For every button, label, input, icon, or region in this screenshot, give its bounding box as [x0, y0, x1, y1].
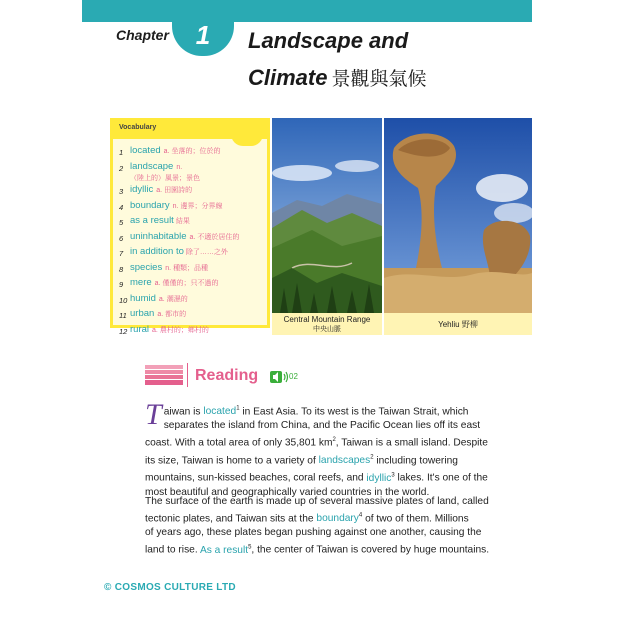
vocab-pos: n. — [176, 163, 183, 171]
photo-caption — [384, 313, 532, 335]
vocab-pos: n. — [165, 264, 172, 272]
vocab-pos: a. — [152, 326, 158, 334]
caption-en: Central Mountain Range — [283, 315, 371, 324]
chapter-title-en: Climate — [248, 65, 328, 90]
text-line: The surface of the earth is made up of several massive plates of land, called — [145, 496, 489, 507]
keyword-text: boundary — [316, 513, 359, 525]
vocab-item — [119, 308, 269, 322]
reading-paragraph-1 — [145, 398, 488, 500]
drop-cap: T — [145, 398, 162, 431]
vocab-item — [119, 231, 269, 245]
reading-stripes-decoration — [145, 365, 183, 385]
vocabulary-heading: Vocabulary — [119, 124, 157, 131]
chapter-title-line-1: Landscape and — [248, 28, 409, 53]
vocab-translation: 不適於居住的 — [197, 233, 240, 241]
vocab-word: rural — [130, 323, 150, 335]
vocab-item — [119, 215, 269, 229]
vocab-item — [119, 262, 269, 276]
chapter-title-line-2 — [248, 64, 427, 91]
vocab-number: 7 — [119, 249, 124, 258]
keyword-text: landscapes — [318, 455, 371, 467]
vocab-translation: 田園詩的 — [164, 187, 193, 194]
vocab-keyword — [319, 455, 374, 466]
copyright-footer: © COSMOS CULTURE LTD — [104, 582, 236, 593]
vocab-keyword — [203, 406, 239, 417]
text-line: of years ago, these plates began pushing against one another, causing the — [145, 527, 482, 539]
footnote-number: 5 — [248, 544, 252, 551]
text-run: its size, Taiwan is home to a variety of — [145, 455, 319, 467]
vocab-translation: （陸上的）風景；景色 — [130, 174, 200, 182]
vocab-item — [119, 324, 269, 338]
vocab-item — [119, 161, 269, 183]
vocab-number: 12 — [119, 326, 128, 336]
text-run: mountains, sun-kissed beaches, coral reefs, and — [145, 472, 367, 484]
chapter-number: 1 — [195, 20, 211, 50]
vocab-pos: a. — [158, 295, 165, 303]
vocab-translation: 坐落的；位於的 — [171, 148, 221, 155]
text-run: land to rise. — [145, 544, 200, 556]
vocab-word: uninhabitable — [130, 230, 187, 242]
vocab-item — [119, 277, 269, 291]
text-run: tectonic plates, and Taiwan sits at the — [145, 513, 317, 525]
vocab-word: landscape — [130, 160, 174, 172]
vocab-number: 10 — [119, 295, 128, 305]
yehliu-rock-photo — [384, 118, 532, 313]
text-line — [145, 468, 488, 485]
text-line — [145, 451, 475, 468]
reading-divider — [187, 363, 188, 387]
top-color-band — [82, 0, 532, 22]
audio-track-number: 02 — [289, 372, 298, 381]
text-line — [145, 540, 490, 557]
vocab-keyword — [316, 513, 362, 524]
vocabulary-box — [110, 118, 270, 336]
text-line: separates the island from China, and the Pacific Ocean lies off its east — [163, 420, 481, 432]
vocab-word: in addition to — [130, 246, 184, 257]
text-run: , the center of Taiwan is covered by huge mountains. — [251, 544, 490, 556]
vocab-word: as a result — [130, 215, 174, 226]
caption-zh: 野柳 — [461, 320, 478, 329]
superscript: 2 — [332, 437, 336, 444]
vocab-pos: n. — [172, 202, 179, 210]
vocab-word: idyllic — [130, 184, 154, 195]
vocab-translation: 除了……之外 — [185, 249, 228, 256]
vocab-translation: 農村的；鄉村的 — [159, 326, 209, 334]
vocab-number: 8 — [119, 264, 124, 274]
central-mountain-range-photo — [272, 118, 382, 313]
chapter-label: Chapter — [116, 27, 169, 43]
vocab-word: boundary — [130, 199, 170, 211]
text-run: lakes. It's one of the — [394, 472, 488, 484]
caption-en — [384, 313, 532, 330]
vocab-translation: 潮濕的 — [166, 295, 188, 303]
vocab-number: 3 — [119, 187, 124, 196]
vocab-number: 2 — [119, 163, 124, 173]
caption-en-text: Yehliu — [438, 320, 460, 329]
vocab-word: urban — [130, 308, 155, 319]
keyword-text: located — [203, 406, 237, 418]
vocabulary-list — [119, 145, 269, 339]
reading-title: Reading — [195, 367, 259, 384]
photo-caption — [272, 313, 382, 335]
vocab-number: 5 — [119, 218, 124, 227]
vocab-keyword — [366, 473, 394, 484]
reading-paragraph-2 — [145, 495, 490, 558]
chapter-title-zh: 景觀與氣候 — [331, 69, 427, 90]
text-line — [145, 509, 475, 526]
vocab-translation: 種類；品種 — [173, 264, 209, 272]
vocab-pos: a. — [163, 148, 170, 155]
vocab-pos: a. — [189, 233, 196, 241]
vocab-pos: a. — [154, 280, 161, 287]
text-run: aiwan is — [163, 406, 204, 418]
footnote-number: 3 — [391, 472, 395, 479]
vocab-word: species — [130, 261, 163, 273]
vocab-number: 9 — [119, 280, 124, 289]
vocab-number: 1 — [119, 148, 124, 157]
text-line: most beautiful and geographically varied countries in the world. — [145, 486, 430, 498]
vocab-number: 11 — [119, 311, 127, 320]
text-run: in East Asia. To its west is the Taiwan Strait, which — [239, 406, 469, 418]
text-run: coast. With a total area of only 35,801 km — [145, 437, 333, 449]
keyword-text: idyllic — [366, 472, 392, 484]
vocab-item — [119, 145, 269, 159]
footnote-number: 1 — [236, 406, 240, 412]
vocab-translation: 邊界；分界線 — [180, 202, 223, 210]
vocab-translation: 結果 — [175, 218, 190, 225]
vocab-word: humid — [130, 292, 156, 304]
keyword-text: As a result — [199, 544, 249, 556]
vocab-number: 6 — [119, 233, 124, 243]
text-line — [145, 433, 488, 450]
vocab-keyword — [200, 545, 251, 556]
text-run: , Taiwan is a small island. Despite — [335, 437, 488, 449]
vocab-item — [119, 293, 269, 307]
vocab-item — [119, 200, 269, 214]
vocab-item — [119, 246, 269, 260]
text-line — [145, 402, 475, 419]
footnote-number: 4 — [358, 513, 363, 519]
vocab-number: 4 — [119, 202, 124, 212]
vocab-word: mere — [130, 277, 152, 288]
vocab-item — [119, 184, 269, 198]
text-run: of two of them. Millions — [362, 513, 469, 525]
caption-zh: 中央山脈 — [313, 326, 341, 333]
vocab-pos: a. — [156, 187, 163, 194]
text-run: including towering — [373, 455, 458, 467]
vocab-pos: a. — [157, 311, 164, 318]
vocab-word: located — [130, 145, 161, 156]
vocab-translation: 都市的 — [165, 311, 187, 318]
footnote-number: 2 — [370, 454, 374, 461]
vocabulary-tab-decoration — [231, 126, 263, 146]
vocab-translation: 僅僅的；只不過的 — [162, 280, 219, 287]
